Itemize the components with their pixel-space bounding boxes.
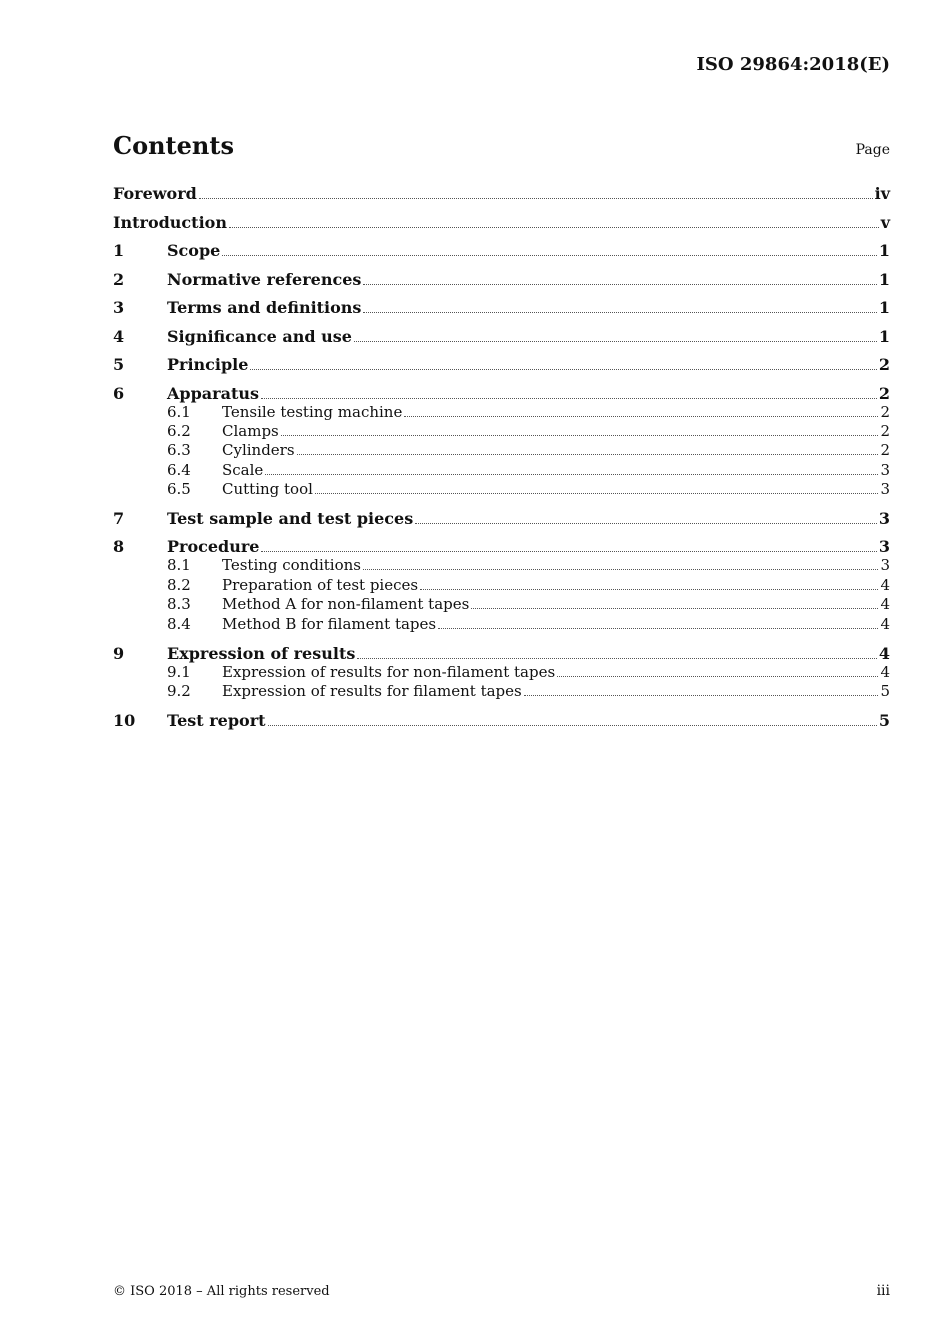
toc-entry-number: 6.2 [167, 421, 191, 440]
dot-leader [261, 550, 876, 552]
toc-entry-title: Foreword [113, 184, 197, 203]
toc-entry-page: v [880, 212, 890, 232]
toc-entry-title: Testing conditions [222, 556, 361, 575]
document-id: ISO 29864:2018(E) [696, 54, 890, 75]
toc-entry-title: Scope [167, 241, 221, 260]
toc-entry-page: 2 [880, 421, 890, 440]
dot-leader [357, 657, 877, 659]
toc-entry-page: 3 [880, 460, 890, 479]
toc-entry[interactable] [113, 537, 890, 556]
toc-entry-title: Cylinders [222, 441, 295, 460]
toc-entry-title: Significance and use [167, 326, 352, 346]
toc-entry[interactable] [113, 461, 890, 480]
toc-entry[interactable] [113, 509, 890, 528]
dot-leader [199, 197, 873, 199]
toc-entry-page: 5 [880, 681, 890, 700]
toc-entry-title: Tensile testing machine [222, 402, 403, 421]
toc-entry-number: 8.4 [167, 614, 191, 633]
dot-leader [265, 473, 878, 475]
dot-leader [261, 397, 877, 399]
toc-entry-number: 8 [113, 537, 125, 557]
toc-entry-page: iv [874, 184, 890, 203]
toc-entry-page: 2 [878, 383, 890, 403]
toc-entry-title: Normative references [167, 269, 362, 289]
dot-leader [281, 434, 879, 436]
toc-entry[interactable] [113, 595, 890, 614]
page-number: iii [876, 1283, 890, 1299]
dot-leader [315, 492, 879, 494]
toc-entry-title: Clamps [222, 421, 279, 440]
toc-entry-page: 1 [878, 298, 890, 317]
dot-leader [420, 588, 878, 590]
toc-entry-title: Scale [222, 460, 264, 479]
toc-entry-number: 1 [113, 241, 125, 260]
toc-entry-title: Principle [167, 355, 249, 374]
toc-entry[interactable] [113, 556, 890, 575]
toc-entry-number: 3 [113, 298, 125, 317]
toc-entry[interactable] [113, 403, 890, 422]
toc-entry-number: 6.3 [167, 441, 191, 460]
toc-entry-page: 3 [878, 508, 890, 528]
dot-leader [471, 607, 878, 609]
dot-leader [363, 568, 878, 570]
toc-entry-page: 1 [878, 326, 890, 346]
toc-entry-page: 5 [878, 710, 890, 730]
toc-entry-title: Procedure [167, 537, 260, 557]
toc-entry-number: 2 [113, 269, 125, 289]
toc-entry[interactable] [113, 711, 890, 730]
toc-entry-title: Method A for non-filament tapes [222, 595, 470, 614]
toc-entry-title: Expression of results for non-filament tapes [222, 662, 556, 681]
toc-entry-title: Method B for filament tapes [222, 614, 437, 633]
toc-entry-number: 4 [113, 326, 125, 346]
toc-entry[interactable] [113, 384, 890, 403]
toc-entry-page: 2 [878, 355, 890, 374]
toc-entry-page: 1 [878, 241, 890, 260]
toc-entry-title: Apparatus [167, 383, 259, 403]
toc-entry[interactable] [113, 576, 890, 595]
toc-entry-page: 2 [880, 441, 890, 460]
toc-entry-title: Test report [167, 710, 266, 730]
toc-entry[interactable] [113, 270, 890, 289]
toc-entry-number: 10 [113, 710, 136, 730]
toc-entry-title: Terms and definitions [167, 298, 362, 317]
dot-leader [557, 675, 878, 677]
toc-entry[interactable] [113, 327, 890, 346]
toc-entry-number: 6 [113, 383, 125, 403]
toc-entry[interactable] [113, 663, 890, 682]
toc-entry-page: 4 [880, 595, 890, 614]
dot-leader [222, 254, 877, 256]
toc-entry-title: Test sample and test pieces [167, 508, 414, 528]
dot-leader [250, 368, 876, 370]
dot-leader [438, 627, 878, 629]
toc-entry-title: Expression of results for filament tapes [222, 681, 522, 700]
toc-entry-number: 8.2 [167, 575, 191, 594]
page-column-label: Page [855, 142, 890, 158]
dot-leader [268, 724, 877, 726]
table-of-contents [113, 184, 890, 730]
toc-entry-number: 8.1 [167, 556, 191, 575]
toc-entry-title: Cutting tool [222, 480, 313, 499]
toc-entry-page: 3 [878, 537, 890, 557]
toc-entry-number: 9.2 [167, 681, 191, 700]
toc-entry[interactable] [113, 615, 890, 634]
toc-entry-number: 9 [113, 643, 125, 663]
toc-entry-page: 3 [880, 480, 890, 499]
toc-entry-number: 9.1 [167, 662, 191, 681]
dot-leader [297, 453, 879, 455]
toc-entry-number: 6.5 [167, 480, 191, 499]
toc-entry[interactable] [113, 355, 890, 374]
dot-leader [404, 415, 878, 417]
toc-entry-page: 4 [878, 643, 890, 663]
toc-entry-number: 5 [113, 355, 125, 374]
toc-entry-page: 4 [880, 614, 890, 633]
copyright-notice: © ISO 2018 – All rights reserved [113, 1284, 330, 1299]
toc-entry-page: 4 [880, 575, 890, 594]
toc-entry-number: 8.3 [167, 595, 191, 614]
toc-entry[interactable] [113, 184, 890, 203]
toc-entry-title: Expression of results [167, 643, 356, 663]
toc-entry[interactable] [113, 422, 890, 441]
toc-entry[interactable] [113, 213, 890, 232]
dot-leader [363, 283, 876, 285]
dot-leader [363, 311, 876, 313]
contents-heading: Contents [113, 131, 234, 160]
toc-entry[interactable] [113, 644, 890, 663]
toc-entry-page: 1 [878, 269, 890, 289]
toc-entry-title: Preparation of test pieces [222, 575, 419, 594]
dot-leader [524, 694, 879, 696]
toc-entry-page: 4 [880, 662, 890, 681]
toc-entry[interactable] [113, 298, 890, 317]
toc-entry-number: 7 [113, 508, 125, 528]
toc-entry[interactable] [113, 241, 890, 260]
dot-leader [354, 340, 877, 342]
toc-entry-page: 3 [880, 556, 890, 575]
toc-entry-number: 6.4 [167, 460, 191, 479]
dot-leader [229, 226, 879, 228]
toc-entry-number: 6.1 [167, 402, 191, 421]
toc-entry[interactable] [113, 480, 890, 499]
toc-entry[interactable] [113, 441, 890, 460]
toc-entry[interactable] [113, 682, 890, 701]
toc-entry-page: 2 [880, 402, 890, 421]
toc-entry-title: Introduction [113, 212, 227, 232]
dot-leader [415, 522, 877, 524]
